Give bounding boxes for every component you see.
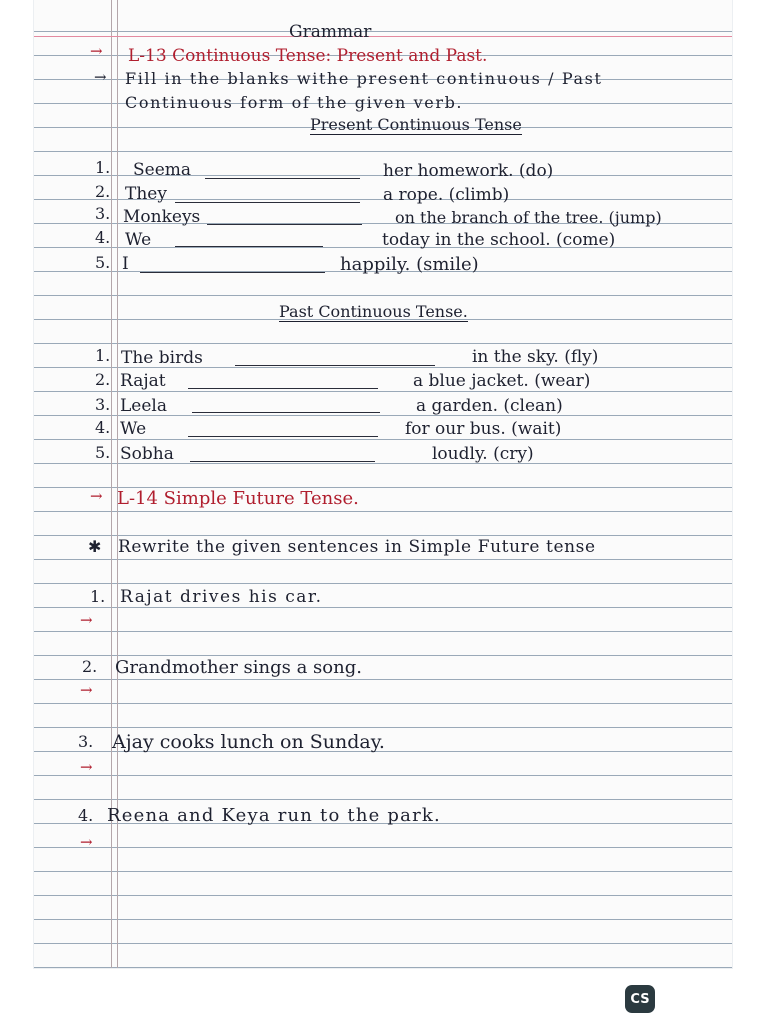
item-rest: loudly. (cry)	[432, 444, 534, 464]
item-number: 5.	[95, 443, 111, 462]
arrow-icon: →	[80, 833, 93, 851]
item-number: 4.	[95, 418, 111, 437]
item-rest: a rope. (climb)	[383, 185, 510, 205]
item-subject: They	[125, 184, 167, 204]
item-subject: We	[125, 230, 152, 250]
item-number: 1.	[95, 158, 111, 177]
item-number: 1.	[90, 587, 106, 606]
bullet-icon: →	[94, 68, 107, 86]
item-rest: a blue jacket. (wear)	[413, 371, 591, 391]
item-subject: Monkeys	[123, 207, 201, 227]
blank-line	[207, 224, 362, 225]
blank-line	[175, 202, 360, 203]
arrow-icon: →	[80, 611, 93, 629]
item-subject: The birds	[121, 348, 203, 368]
arrow-icon: →	[90, 42, 103, 60]
item-number: 3.	[95, 395, 111, 414]
lesson13-heading: L-13 Continuous Tense: Present and Past.	[128, 46, 488, 66]
item-rest: in the sky. (fly)	[472, 347, 599, 367]
item-subject: Leela	[120, 396, 167, 416]
blank-line	[190, 461, 375, 462]
arrow-icon: →	[90, 487, 103, 505]
item-number: 2.	[95, 182, 111, 201]
blank-line	[188, 436, 378, 437]
item-number: 2.	[95, 370, 111, 389]
item-number: 4.	[78, 806, 94, 825]
present-heading: Present Continuous Tense	[310, 115, 522, 134]
item-number: 3.	[78, 732, 94, 751]
future-sentence: Grandmother sings a song.	[115, 657, 362, 678]
future-sentence: Reena and Keya run to the park.	[107, 805, 441, 826]
future-sentence: Rajat drives his car.	[120, 587, 323, 607]
item-rest: for our bus. (wait)	[405, 419, 562, 439]
item-number: 2.	[82, 657, 98, 676]
camscanner-logo: CS	[625, 985, 655, 1013]
blank-line	[140, 272, 325, 273]
blank-line	[205, 178, 360, 179]
item-rest: her homework. (do)	[383, 161, 554, 181]
item-rest: happily. (smile)	[340, 254, 479, 275]
lesson13-instruction-line1: Fill in the blanks withe present continuous / Past	[125, 69, 603, 88]
star-bullet-icon: ✱	[88, 537, 102, 556]
lesson13-instruction-line2: Continuous form of the given verb.	[125, 93, 464, 112]
blank-line	[175, 246, 323, 247]
item-subject: We	[120, 419, 147, 439]
item-number: 1.	[95, 346, 111, 365]
header-rule	[34, 36, 732, 37]
blank-line	[235, 365, 435, 366]
lesson14-instruction: Rewrite the given sentences in Simple Future tense	[118, 537, 596, 557]
item-subject: Sobha	[120, 444, 174, 464]
past-heading: Past Continuous Tense.	[279, 302, 468, 321]
arrow-icon: →	[80, 758, 93, 776]
arrow-icon: →	[80, 681, 93, 699]
item-number: 5.	[95, 253, 111, 272]
item-subject: Seema	[133, 160, 192, 180]
item-rest: on the branch of the tree. (jump)	[395, 208, 662, 227]
item-rest: today in the school. (come)	[382, 230, 616, 250]
item-number: 4.	[95, 228, 111, 247]
item-subject: Rajat	[120, 371, 166, 391]
future-sentence: Ajay cooks lunch on Sunday.	[112, 731, 385, 753]
item-number: 3.	[95, 204, 111, 223]
page-title: Grammar	[289, 22, 372, 42]
item-subject: I	[122, 254, 129, 274]
blank-line	[192, 412, 380, 413]
item-rest: a garden. (clean)	[416, 396, 563, 416]
lesson14-heading: L-14 Simple Future Tense.	[117, 488, 359, 509]
blank-line	[188, 388, 378, 389]
